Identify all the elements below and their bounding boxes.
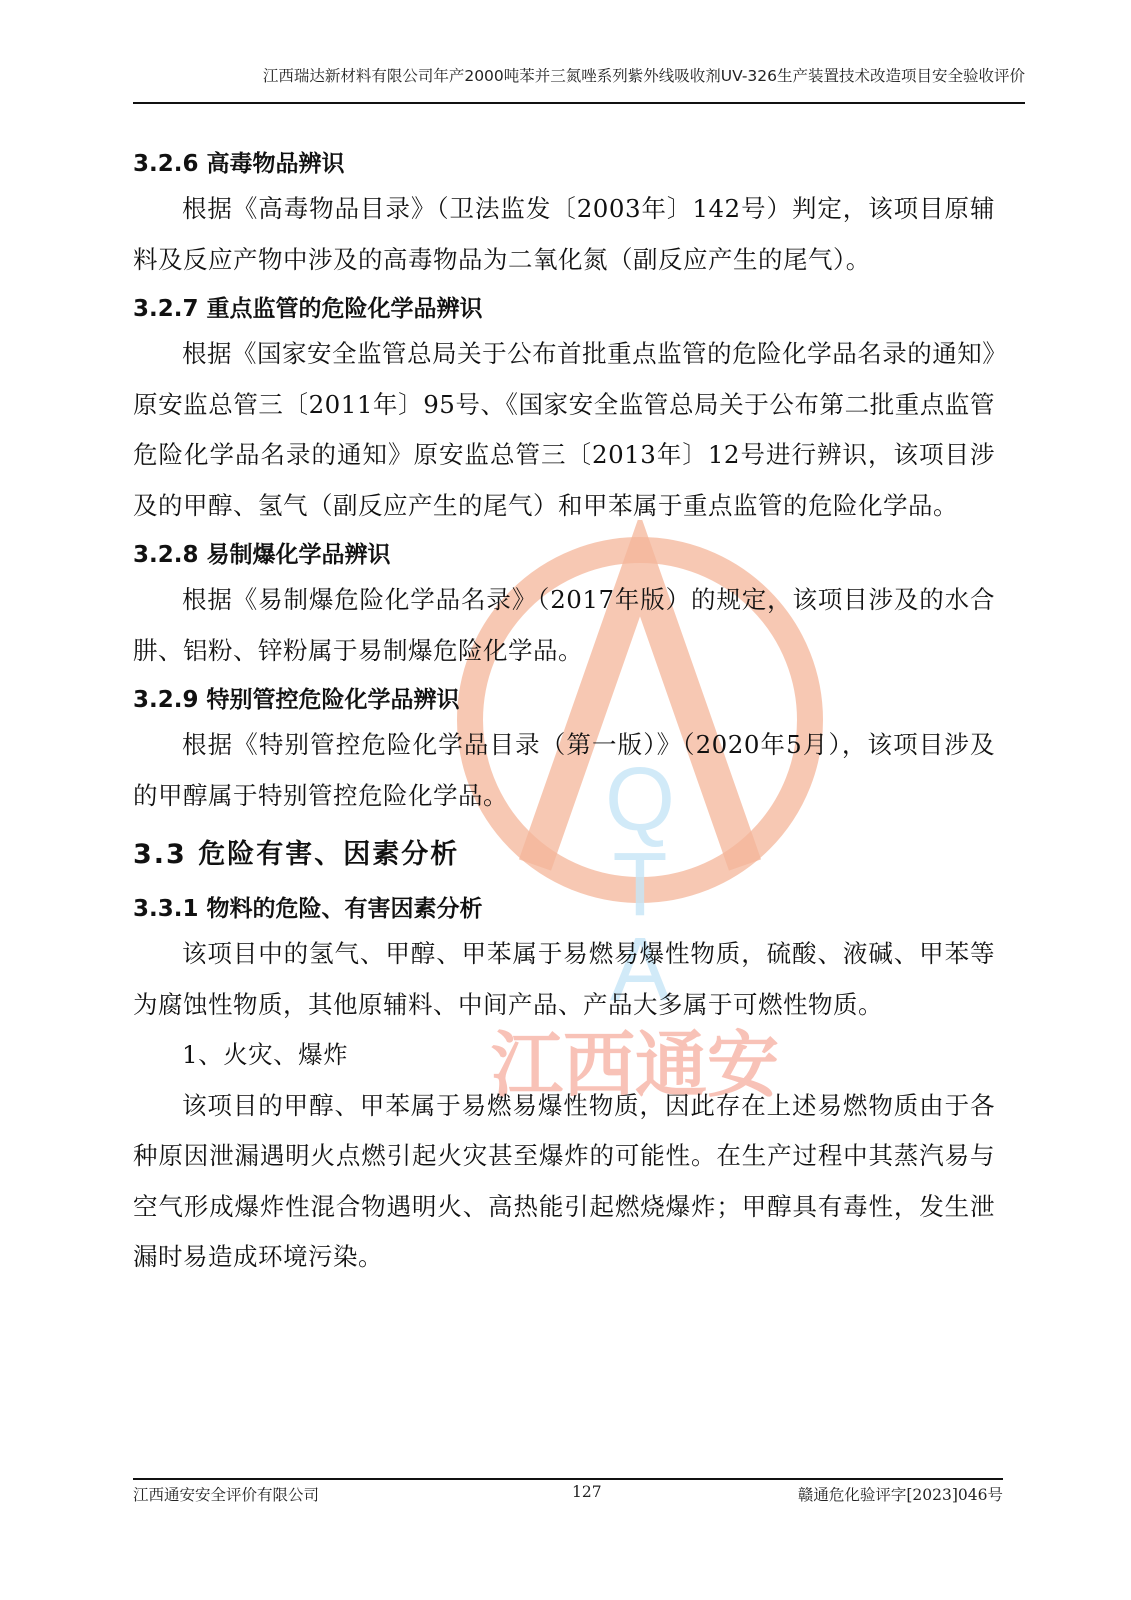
paragraph: 根据《国家安全监管总局关于公布首批重点监管的危险化学品名录的通知》原安监总管三〔2011年〕95号、《国家安全监管总局关于公布第二批重点监管危险化学品名录的通知》原安监总管三〔2013年〕12号进行辨识，该项目涉及的甲醇、氢气（副反应产生的尾气）和甲苯属于重点监管的危险化学品。 bbox=[133, 339, 995, 520]
document-body bbox=[133, 140, 995, 1283]
heading-3-2-6: 3.2.6 高毒物品辨识 bbox=[133, 151, 345, 177]
footer-doc-number: 赣通危化验评字[2023]046号 bbox=[797, 1486, 1003, 1504]
heading-3-3: 3.3 危险有害、因素分析 bbox=[133, 839, 460, 870]
paragraph: 根据《易制爆危险化学品名录》（2017年版）的规定，该项目涉及的水合肼、铝粉、锌粉属于易制爆危险化学品。 bbox=[133, 585, 995, 665]
paragraph: 根据《特别管控危险化学品目录（第一版）》（2020年5月），该项目涉及的甲醇属于特别管控危险化学品。 bbox=[133, 730, 995, 810]
paragraph: 该项目的甲醇、甲苯属于易燃易爆性物质，因此存在上述易燃物质由于各种原因泄漏遇明火点燃引起火灾甚至爆炸的可能性。在生产过程中其蒸汽易与空气形成爆炸性混合物遇明火、高热能引起燃烧爆炸；甲醇具有毒性，发生泄漏时易造成环境污染。 bbox=[133, 1090, 995, 1271]
header-rule bbox=[133, 102, 1025, 104]
heading-3-3-1: 3.3.1 物料的危险、有害因素分析 bbox=[133, 896, 483, 922]
heading-3-2-7: 3.2.7 重点监管的危险化学品辨识 bbox=[133, 296, 483, 322]
paragraph: 根据《高毒物品目录》（卫法监发〔2003年〕142号）判定，该项目原辅料及反应产物中涉及的高毒物品为二氧化氮（副反应产生的尾气）。 bbox=[133, 194, 995, 274]
page-number: 127 bbox=[572, 1483, 602, 1501]
watermark-company: 江西通安 bbox=[490, 1023, 780, 1107]
watermark-letter-q: Q bbox=[604, 750, 676, 850]
footer-rule bbox=[133, 1478, 1003, 1480]
heading-3-2-8: 3.2.8 易制爆化学品辨识 bbox=[133, 542, 391, 568]
page-header: 江西瑞达新材料有限公司年产2000吨苯并三氮唑系列紫外线吸收剂UV-326生产装置技术改造项目安全验收评价 bbox=[262, 67, 1025, 85]
watermark-letter-a: A bbox=[609, 920, 671, 1020]
paragraph: 该项目中的氢气、甲醇、甲苯属于易燃易爆性物质，硫酸、液碱、甲苯等为腐蚀性物质，其他原辅料、中间产品、产品大多属于可燃性物质。 bbox=[133, 939, 995, 1019]
footer-company: 江西通安安全评价有限公司 bbox=[133, 1486, 320, 1504]
watermark-letter-t: T bbox=[612, 835, 668, 935]
list-item-label: 1、火灾、爆炸 bbox=[182, 1040, 349, 1069]
heading-3-2-9: 3.2.9 特别管控危险化学品辨识 bbox=[133, 687, 460, 713]
